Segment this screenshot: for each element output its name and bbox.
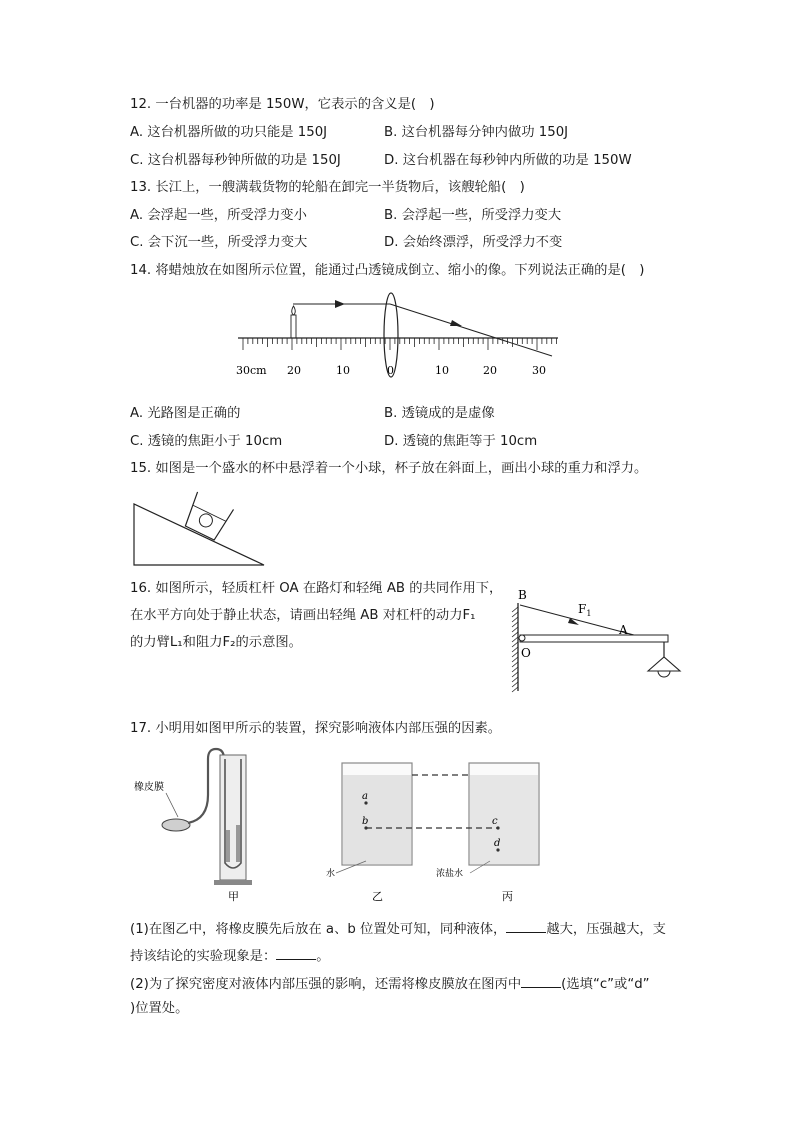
q12-option-c: C. 这台机器每秒钟所做的功是 150J (130, 153, 341, 168)
lamp-shade-icon (648, 657, 680, 671)
q14-option-d: D. 透镜的焦距等于 10cm (384, 434, 538, 449)
point-b-label: b (362, 816, 369, 827)
membrane-label: 橡皮膜 (134, 782, 164, 793)
q16-line1: 16. 如图所示，轻质杠杆 OA 在路灯和轻绳 AB 的共同作用下， (130, 581, 503, 596)
q17-part1-text-d: 。 (316, 949, 330, 964)
q13-stem: 13. 长江上，一艘满载货物的轮船在卸完一半货物后，该艘轮船( ) (130, 180, 525, 195)
ruler-label: 20 (287, 364, 301, 377)
membrane-probe-icon (162, 819, 190, 831)
point-b-label: B (518, 588, 527, 602)
incline-cup-figure (130, 490, 270, 570)
q14-option-c: C. 透镜的焦距小于 10cm (130, 434, 283, 449)
ruler-label: 30cm (236, 364, 267, 377)
ruler-label: 30 (532, 364, 546, 377)
bulb-icon (658, 671, 670, 677)
q17-part2-text-a: (2)为了探究密度对液体内部压强的影响，还需将橡皮膜放在图丙中 (130, 977, 522, 992)
q17-part1-text-c: 持该结论的实验现象是： (130, 949, 277, 964)
q17-part2-line2: )位置处。 (130, 1001, 189, 1016)
q17-part1-text-a: (1)在图乙中，将橡皮膜先后放在 a、b 位置处可知，同种液体， (130, 922, 507, 937)
ruler-label: 10 (336, 364, 350, 377)
point-c-label: c (492, 816, 498, 827)
q17-part1-text-b: 越大，压强越大，支 (546, 922, 666, 937)
answer-blank[interactable] (506, 918, 546, 933)
q14-stem: 14. 将蜡烛放在如图所示位置，能通过凸透镜成倒立、缩小的像。下列说法正确的是( ) (130, 263, 645, 278)
q16-line2: 在水平方向处于静止状态，请画出轻绳 AB 对杠杆的动力F₁ (130, 608, 476, 623)
point-d-label: d (494, 838, 501, 849)
q17-stem: 17. 小明用如图甲所示的装置，探究影响液体内部压强的因素。 (130, 721, 502, 736)
q14-option-b: B. 透镜成的是虚像 (384, 406, 495, 421)
figure-yi-label: 乙 (372, 890, 383, 903)
cup-icon (182, 492, 234, 542)
q17-part1-line2 (130, 945, 330, 966)
point-a-label: A (619, 623, 628, 637)
flame-icon (292, 306, 296, 315)
point-o-label: O (521, 646, 531, 660)
u-tube-icon (220, 755, 246, 880)
q12-option-d: D. 这台机器在每秒钟内所做的功是 150W (384, 153, 632, 168)
pressure-experiment-figure (130, 745, 560, 905)
ruler-label: 0 (387, 364, 394, 377)
q13-option-a: A. 会浮起一些，所受浮力变小 (130, 208, 307, 223)
water-label: 水 (326, 869, 336, 879)
ruler-label: 20 (483, 364, 497, 377)
force-f1-label: $F_1$ (578, 602, 592, 618)
answer-blank[interactable] (276, 945, 316, 960)
lens-ruler-figure (230, 288, 570, 383)
figure-bing-label: 丙 (502, 890, 513, 903)
q17-part2-line1 (130, 973, 650, 994)
q13-option-c: C. 会下沉一些，所受浮力变大 (130, 235, 308, 250)
q13-option-d: D. 会始终漂浮，所受浮力不变 (384, 235, 563, 250)
brine-label: 浓盐水 (436, 869, 464, 879)
q14-option-a: A. 光路图是正确的 (130, 406, 241, 421)
ruler-label: 10 (435, 364, 449, 377)
q17-part2-text-b: (选填“c”或“d” (561, 977, 650, 992)
lever-figure (508, 585, 698, 695)
q16-line3: 的力臂L₁和阻力F₂的示意图。 (130, 635, 302, 650)
q12-option-a: A. 这台机器所做的功只能是 150J (130, 125, 328, 140)
candle-icon (291, 315, 296, 338)
q17-part1-line1 (130, 918, 666, 939)
q15-stem: 15. 如图是一个盛水的杯中悬浮着一个小球，杯子放在斜面上，画出小球的重力和浮力。 (130, 461, 648, 476)
point-a-label: a (362, 791, 368, 802)
figure-jia-label: 甲 (228, 890, 239, 903)
answer-blank[interactable] (521, 973, 561, 988)
q12-option-b: B. 这台机器每分钟内做功 150J (384, 125, 569, 140)
q12-stem: 12. 一台机器的功率是 150W，它表示的含义是( ) (130, 97, 435, 112)
q13-option-b: B. 会浮起一些，所受浮力变大 (384, 208, 562, 223)
